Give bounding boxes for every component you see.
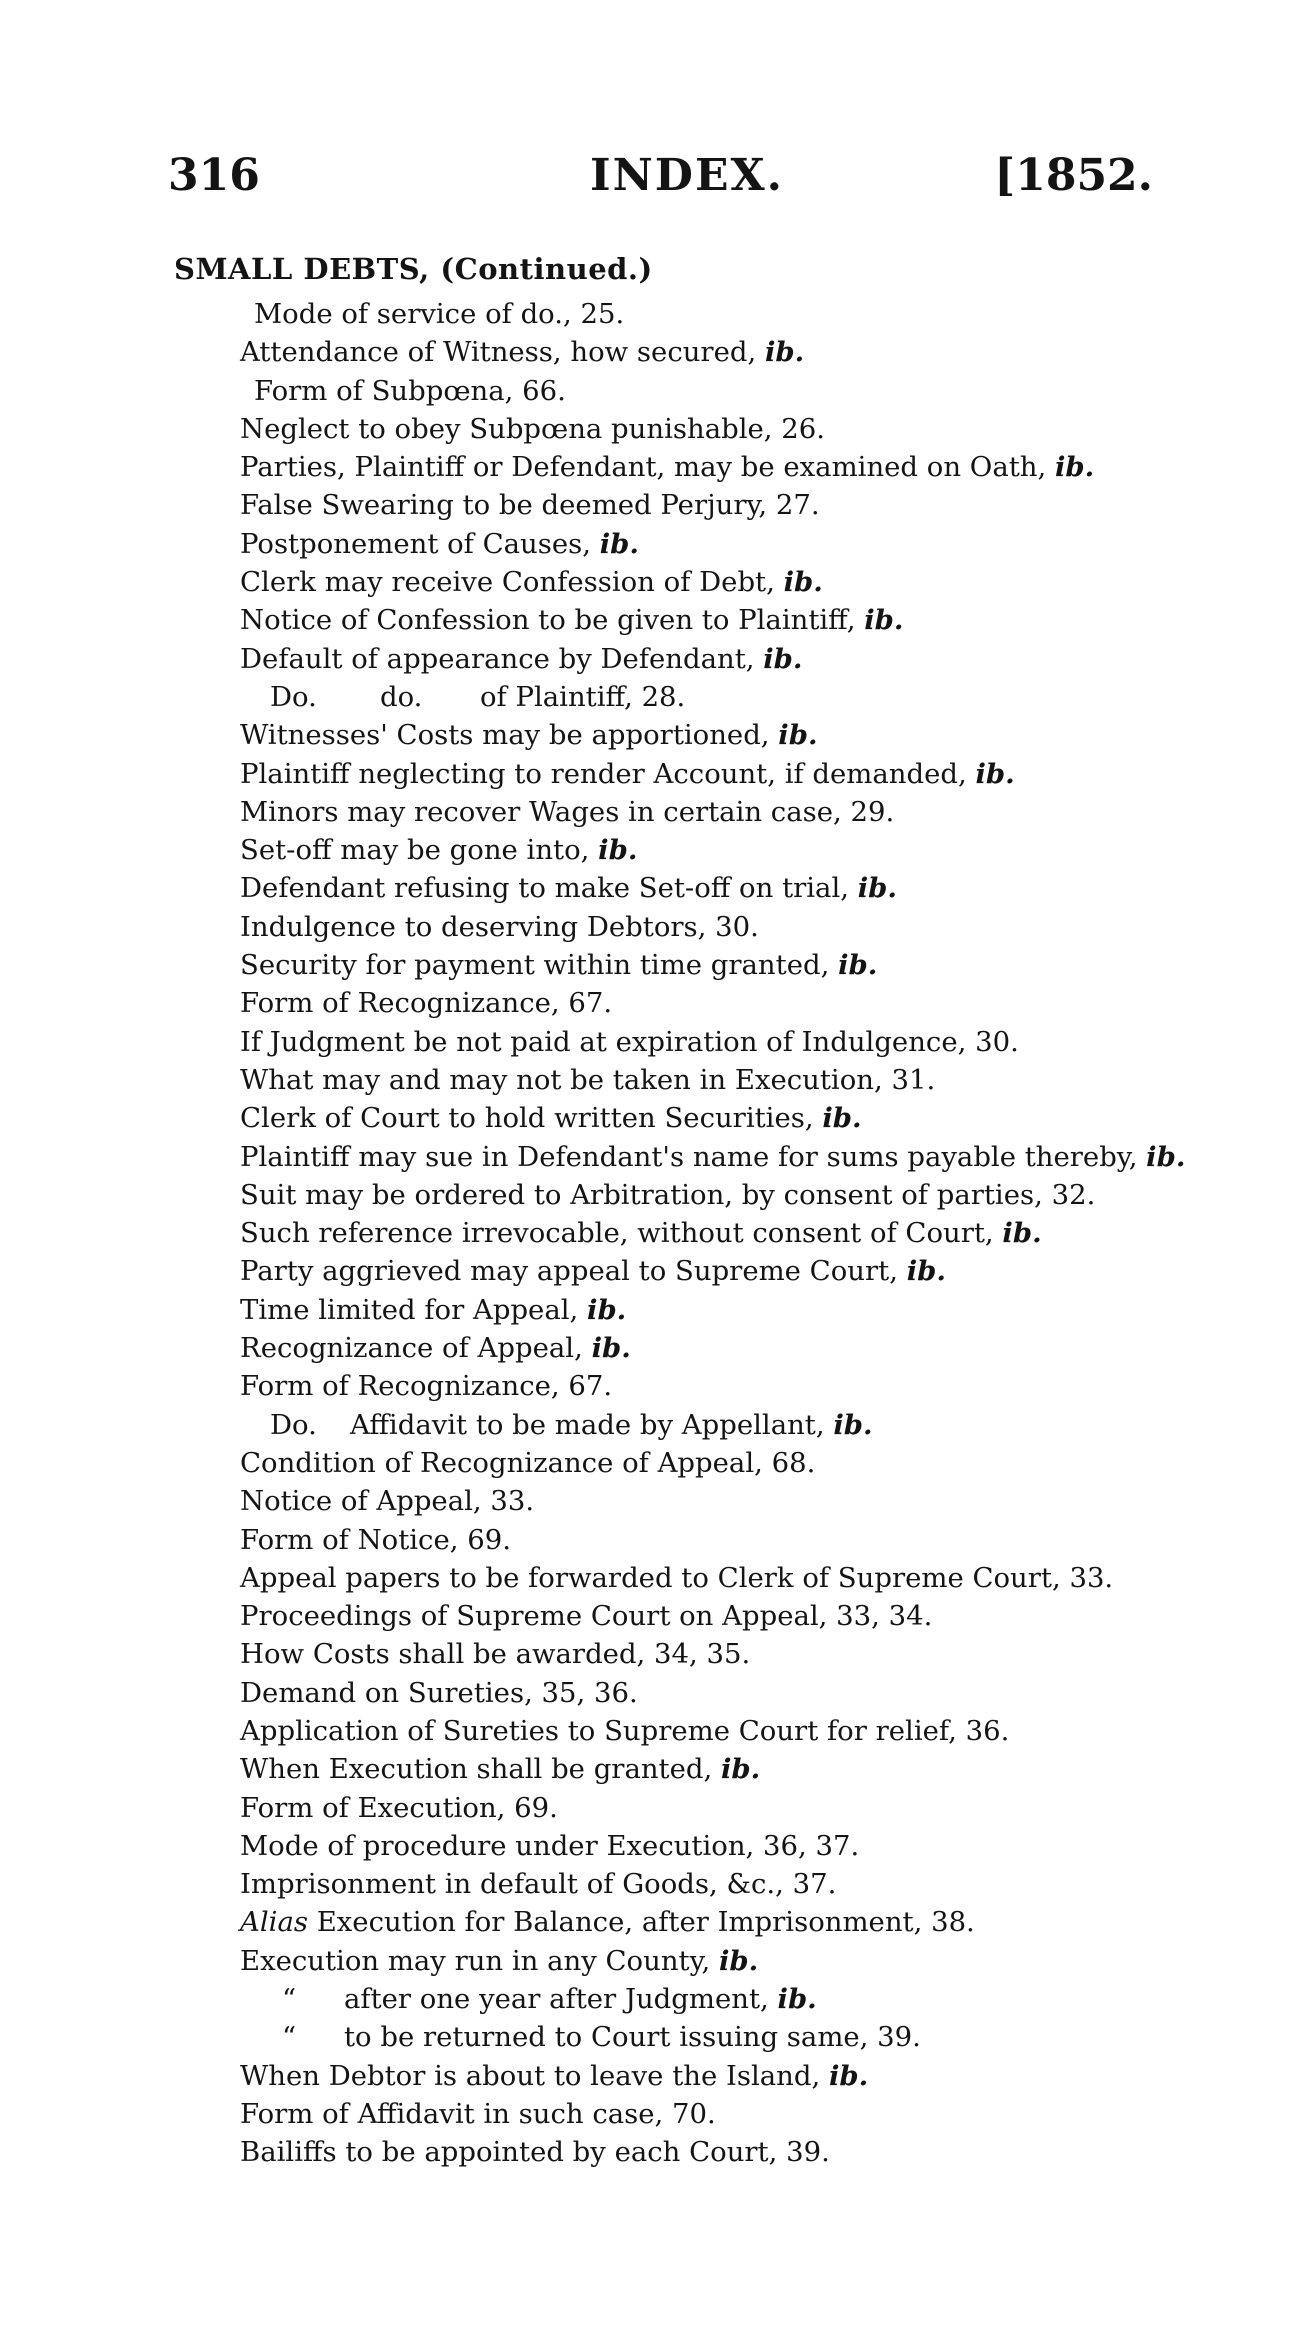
- index-entry: Plaintiff may sue in Defendant's name for sums payable thereby, ib.: [240, 1140, 1186, 1173]
- index-entry: Execution may run in any County, ib.: [240, 1944, 759, 1977]
- index-entry: Witnesses' Costs may be apportioned, ib.: [240, 719, 818, 752]
- index-entry: Such reference irrevocable, without consent of Court, ib.: [240, 1217, 1042, 1250]
- index-entry: Bailiffs to be appointed by each Court, 39.: [240, 2136, 830, 2169]
- index-entry: Do. do. of Plaintiff, 28.: [270, 680, 686, 713]
- index-entry: Clerk of Court to hold written Securities, ib.: [240, 1102, 862, 1135]
- index-entry: Proceedings of Supreme Court on Appeal, 33, 34.: [240, 1600, 933, 1633]
- index-entry: Postponement of Causes, ib.: [240, 527, 639, 560]
- section-title: SMALL DEBTS,: [174, 252, 430, 286]
- index-entry: Indulgence to deserving Debtors, 30.: [240, 910, 759, 943]
- index-entry: Form of Recognizance, 67.: [240, 1370, 613, 1403]
- index-entry: When Debtor is about to leave the Island, ib.: [240, 2059, 869, 2092]
- index-entry: False Swearing to be deemed Perjury, 27.: [240, 489, 820, 522]
- index-entry: Appeal papers to be forwarded to Clerk of Supreme Court, 33.: [240, 1561, 1114, 1594]
- index-entry: Defendant refusing to make Set-off on trial, ib.: [240, 872, 897, 905]
- index-entry: Demand on Sureties, 35, 36.: [240, 1676, 638, 1709]
- index-entry: Condition of Recognizance of Appeal, 68.: [240, 1446, 816, 1479]
- page-title: INDEX.: [590, 150, 784, 201]
- index-entry: Alias Execution for Balance, after Imprisonment, 38.: [240, 1906, 975, 1939]
- index-entry: Set-off may be gone into, ib.: [240, 834, 638, 867]
- index-entries: [0, 295, 1308, 2172]
- index-entry: What may and may not be taken in Execution, 31.: [240, 1063, 936, 1096]
- index-entry: Neglect to obey Subpœna punishable, 26.: [240, 412, 825, 445]
- page-header: [168, 150, 1153, 210]
- index-entry: Form of Affidavit in such case, 70.: [240, 2097, 716, 2130]
- page-number: 316: [168, 150, 260, 201]
- page-year: [1852.: [994, 150, 1153, 201]
- index-entry: When Execution shall be granted, ib.: [240, 1753, 761, 1786]
- index-entry: Application of Sureties to Supreme Court for relief, 36.: [240, 1714, 1010, 1747]
- index-entry: Clerk may receive Confession of Debt, ib.: [240, 566, 823, 599]
- index-entry: Form of Recognizance, 67.: [240, 987, 613, 1020]
- index-entry: How Costs shall be awarded, 34, 35.: [240, 1638, 751, 1671]
- index-entry: If Judgment be not paid at expiration of Indulgence, 30.: [240, 1025, 1019, 1058]
- section-continued: (Continued.): [440, 252, 653, 286]
- index-entry: Imprisonment in default of Goods, &c., 37.: [240, 1868, 837, 1901]
- index-entry: Default of appearance by Defendant, ib.: [240, 642, 803, 675]
- index-entry: Party aggrieved may appeal to Supreme Court, ib.: [240, 1255, 946, 1288]
- index-entry: Recognizance of Appeal, ib.: [240, 1332, 631, 1365]
- index-entry: Security for payment within time granted, ib.: [240, 949, 878, 982]
- index-entry: Plaintiff neglecting to render Account, if demanded, ib.: [240, 757, 1015, 790]
- index-entry: Notice of Appeal, 33.: [240, 1485, 535, 1518]
- index-entry: Form of Subpœna, 66.: [254, 374, 566, 407]
- index-entry: Form of Notice, 69.: [240, 1523, 511, 1556]
- index-entry: Notice of Confession to be given to Plaintiff, ib.: [240, 604, 904, 637]
- index-entry: Suit may be ordered to Arbitration, by consent of parties, 32.: [240, 1178, 1096, 1211]
- index-entry: Attendance of Witness, how secured, ib.: [240, 336, 805, 369]
- index-entry: Minors may recover Wages in certain case, 29.: [240, 795, 895, 828]
- index-entry: Do. Affidavit to be made by Appellant, ib.: [270, 1408, 873, 1441]
- index-entry: Time limited for Appeal, ib.: [240, 1293, 627, 1326]
- index-entry: Mode of service of do., 25.: [254, 298, 625, 330]
- index-entry: Parties, Plaintiff or Defendant, may be examined on Oath, ib.: [240, 451, 1095, 484]
- index-entry: Mode of procedure under Execution, 36, 37.: [240, 1829, 860, 1862]
- index-entry: “ to be returned to Court issuing same, 39.: [282, 2021, 921, 2054]
- section-heading: [174, 252, 653, 286]
- index-entry: Form of Execution, 69.: [240, 1791, 558, 1824]
- index-entry: “ after one year after Judgment, ib.: [282, 1983, 817, 2016]
